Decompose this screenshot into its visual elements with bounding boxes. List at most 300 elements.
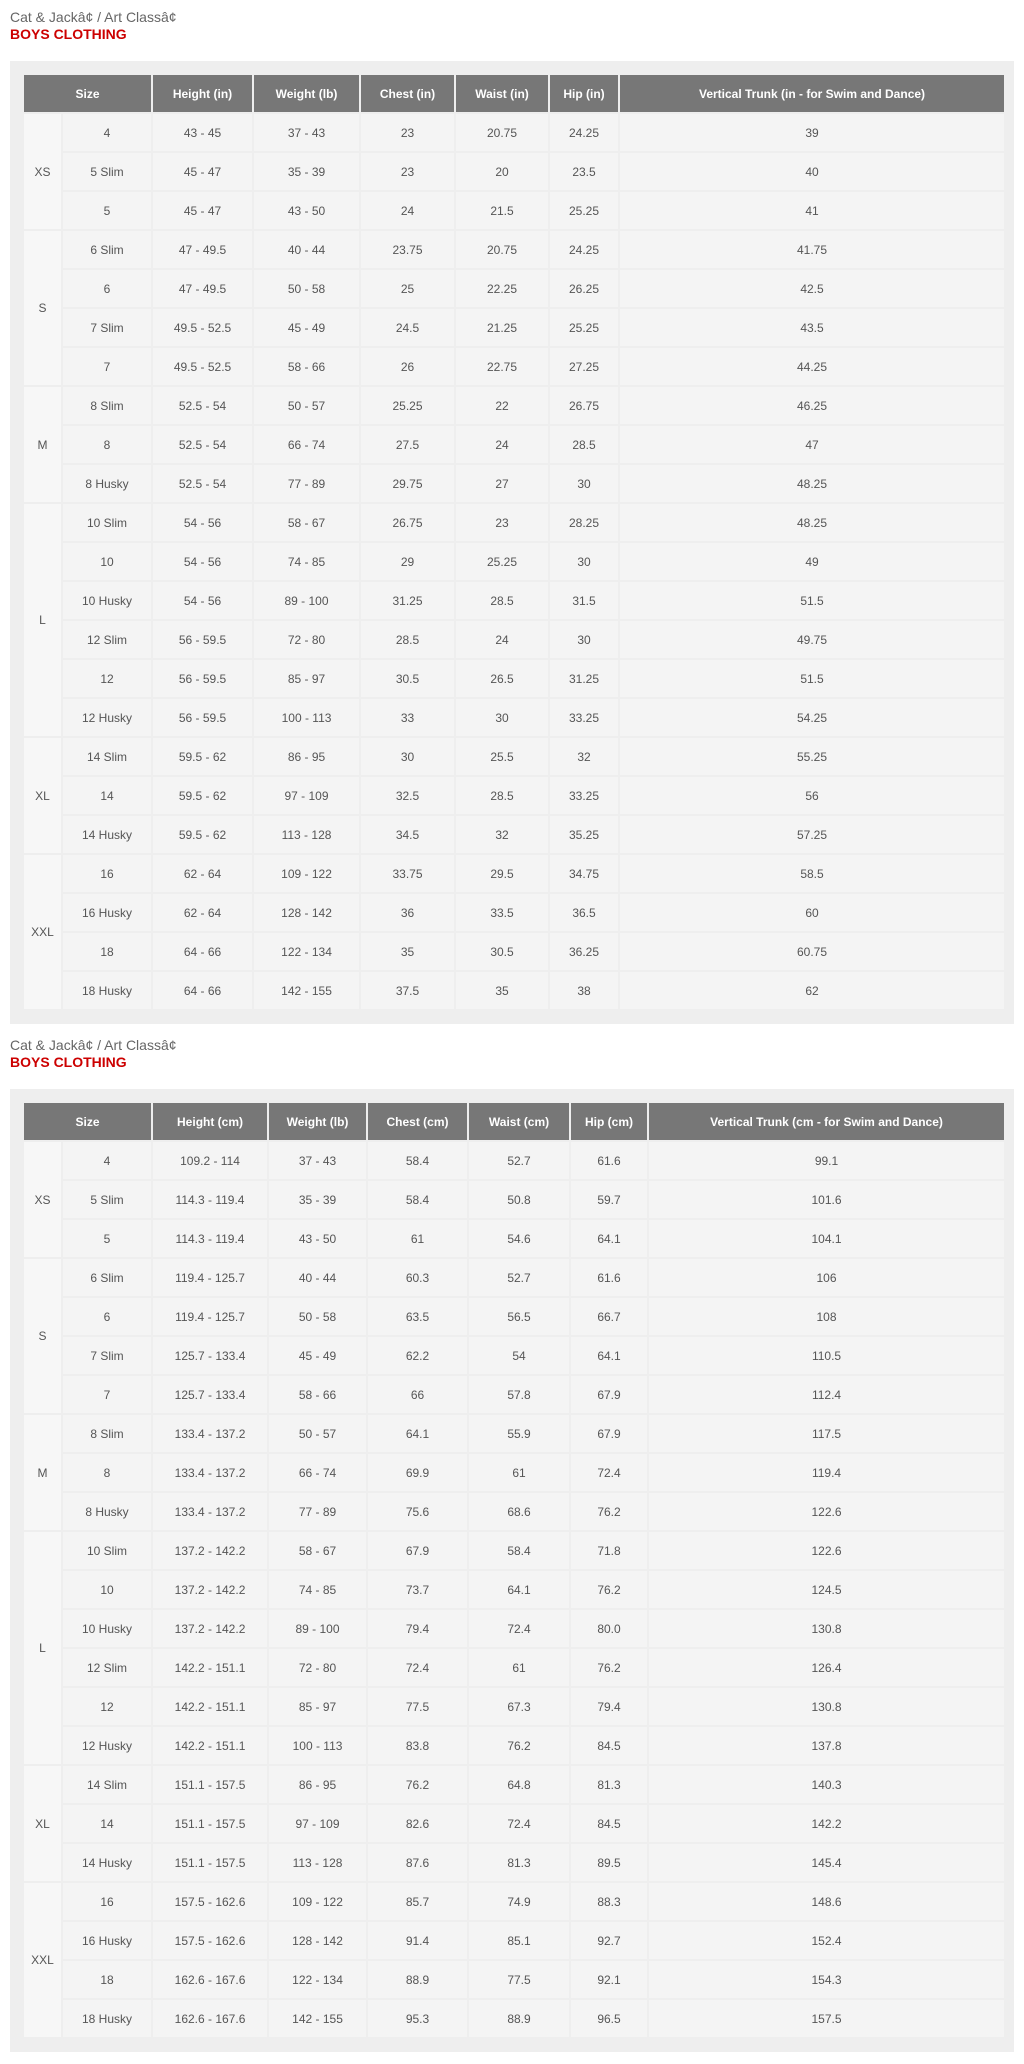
table-row (23, 1609, 1005, 1648)
table-cell: 64 - 66 (152, 971, 253, 1010)
table-cell: 36.25 (549, 932, 619, 971)
table-cell: 58.4 (468, 1531, 570, 1570)
table-cell: 112.4 (648, 1375, 1005, 1414)
table-cell: 28.5 (455, 581, 549, 620)
table-cell: 28.5 (360, 620, 455, 659)
table-cell: 66 - 74 (268, 1453, 367, 1492)
table-cell: 79.4 (367, 1609, 468, 1648)
table-cell: 12 Husky (62, 698, 152, 737)
table-cell: 14 Slim (62, 737, 152, 776)
table-cell: 30.5 (455, 932, 549, 971)
table-cell: 25.25 (549, 191, 619, 230)
table-cell: 59.5 - 62 (152, 815, 253, 854)
table-cell: 35 (360, 932, 455, 971)
table-cell: 29.75 (360, 464, 455, 503)
table-cell: 22.25 (455, 269, 549, 308)
table-cell: 128 - 142 (268, 1921, 367, 1960)
table-cell: 151.1 - 157.5 (152, 1804, 268, 1843)
table-cell: 97 - 109 (253, 776, 360, 815)
column-header: Waist (in) (455, 74, 549, 113)
table-cell: 30 (549, 464, 619, 503)
table-cell: 47 (619, 425, 1005, 464)
table-row (23, 1531, 1005, 1570)
table-cell: 62 - 64 (152, 854, 253, 893)
table-row (23, 932, 1005, 971)
table-cell: 109 - 122 (253, 854, 360, 893)
size-table-panel (10, 61, 1014, 1024)
table-cell: 55.25 (619, 737, 1005, 776)
table-row (23, 815, 1005, 854)
table-cell: 84.5 (570, 1726, 648, 1765)
table-cell: 14 Slim (62, 1765, 152, 1804)
table-row (23, 1492, 1005, 1531)
table-cell: 50 - 57 (268, 1414, 367, 1453)
table-cell: 58 - 67 (268, 1531, 367, 1570)
table-cell: 29 (360, 542, 455, 581)
table-cell: 157.5 - 162.6 (152, 1882, 268, 1921)
table-cell: 26 (360, 347, 455, 386)
table-row (23, 1804, 1005, 1843)
table-cell: 83.8 (367, 1726, 468, 1765)
table-cell: 20.75 (455, 113, 549, 152)
section-heading: BOYS CLOTHING (10, 26, 127, 42)
table-cell: 75.6 (367, 1492, 468, 1531)
table-cell: 122.6 (648, 1531, 1005, 1570)
table-cell: 96.5 (570, 1999, 648, 2038)
brand-breadcrumb: Cat & Jackâ¢ / Art Classâ¢ (10, 9, 177, 25)
column-header: Height (cm) (152, 1102, 268, 1141)
table-cell: 142.2 - 151.1 (152, 1726, 268, 1765)
table-cell: 56 (619, 776, 1005, 815)
table-cell: 23 (455, 503, 549, 542)
table-cell: 88.3 (570, 1882, 648, 1921)
table-cell: 12 Husky (62, 1726, 152, 1765)
table-cell: 30 (455, 698, 549, 737)
table-cell: 30 (549, 620, 619, 659)
table-cell: 62 (619, 971, 1005, 1010)
size-group-label: M (23, 386, 62, 503)
table-cell: 76.2 (570, 1492, 648, 1531)
table-row (23, 191, 1005, 230)
table-cell: 130.8 (648, 1609, 1005, 1648)
table-cell: 109.2 - 114 (152, 1141, 268, 1180)
table-row (23, 1570, 1005, 1609)
table-header-row (23, 1102, 1005, 1141)
table-cell: 33 (360, 698, 455, 737)
table-cell: 67.9 (570, 1375, 648, 1414)
table-cell: 57.25 (619, 815, 1005, 854)
table-row (23, 1219, 1005, 1258)
table-cell: 119.4 - 125.7 (152, 1297, 268, 1336)
table-cell: 6 Slim (62, 230, 152, 269)
table-cell: 100 - 113 (268, 1726, 367, 1765)
table-cell: 56 - 59.5 (152, 698, 253, 737)
table-cell: 8 Husky (62, 464, 152, 503)
table-cell: 33.25 (549, 698, 619, 737)
table-cell: 79.4 (570, 1687, 648, 1726)
table-cell: 119.4 - 125.7 (152, 1258, 268, 1297)
table-cell: 6 (62, 269, 152, 308)
table-row (23, 1843, 1005, 1882)
table-cell: 61 (468, 1648, 570, 1687)
table-cell: 58.5 (619, 854, 1005, 893)
table-cell: 82.6 (367, 1804, 468, 1843)
table-cell: 77.5 (367, 1687, 468, 1726)
table-cell: 125.7 - 133.4 (152, 1336, 268, 1375)
table-cell: 20 (455, 152, 549, 191)
table-cell: 8 Slim (62, 386, 152, 425)
table-cell: 16 Husky (62, 1921, 152, 1960)
table-cell: 32.5 (360, 776, 455, 815)
table-row (23, 1336, 1005, 1375)
table-row (23, 386, 1005, 425)
table-cell: 137.8 (648, 1726, 1005, 1765)
table-cell: 162.6 - 167.6 (152, 1999, 268, 2038)
table-cell: 25.25 (549, 308, 619, 347)
table-cell: 30.5 (360, 659, 455, 698)
column-header: Weight (lb) (268, 1102, 367, 1141)
table-cell: 27 (455, 464, 549, 503)
table-cell: 35 - 39 (268, 1180, 367, 1219)
table-cell: 18 (62, 1960, 152, 1999)
table-cell: 64.1 (468, 1570, 570, 1609)
size-group-label: XS (23, 1141, 62, 1258)
table-cell: 14 (62, 776, 152, 815)
table-cell: 24.5 (360, 308, 455, 347)
table-cell: 43 - 45 (152, 113, 253, 152)
table-cell: 26.75 (360, 503, 455, 542)
table-cell: 24.25 (549, 230, 619, 269)
table-row (23, 308, 1005, 347)
table-cell: 6 Slim (62, 1258, 152, 1297)
table-cell: 74 - 85 (253, 542, 360, 581)
table-cell: 55.9 (468, 1414, 570, 1453)
table-cell: 76.2 (468, 1726, 570, 1765)
table-cell: 37.5 (360, 971, 455, 1010)
table-cell: 151.1 - 157.5 (152, 1843, 268, 1882)
table-cell: 48.25 (619, 503, 1005, 542)
table-cell: 63.5 (367, 1297, 468, 1336)
table-row (23, 230, 1005, 269)
table-cell: 47 - 49.5 (152, 269, 253, 308)
table-row (23, 659, 1005, 698)
column-header: Hip (cm) (570, 1102, 648, 1141)
table-cell: 69.9 (367, 1453, 468, 1492)
table-cell: 26.5 (455, 659, 549, 698)
table-cell: 24.25 (549, 113, 619, 152)
table-cell: 22 (455, 386, 549, 425)
column-header: Size (23, 74, 152, 113)
table-row (23, 854, 1005, 893)
table-cell: 12 Slim (62, 620, 152, 659)
table-cell: 10 Slim (62, 1531, 152, 1570)
table-cell: 10 (62, 1570, 152, 1609)
size-table (22, 73, 1006, 1011)
table-cell: 12 Slim (62, 1648, 152, 1687)
size-group-label: S (23, 1258, 62, 1414)
table-row (23, 1180, 1005, 1219)
table-cell: 18 Husky (62, 1999, 152, 2038)
table-cell: 64.1 (367, 1414, 468, 1453)
table-cell: 14 Husky (62, 1843, 152, 1882)
table-row (23, 971, 1005, 1010)
table-cell: 39 (619, 113, 1005, 152)
table-cell: 23.75 (360, 230, 455, 269)
column-header: Size (23, 1102, 152, 1141)
table-cell: 54.6 (468, 1219, 570, 1258)
table-cell: 23 (360, 113, 455, 152)
table-cell: 27.25 (549, 347, 619, 386)
table-cell: 12 (62, 1687, 152, 1726)
table-cell: 62 - 64 (152, 893, 253, 932)
table-cell: 92.1 (570, 1960, 648, 1999)
table-cell: 67.3 (468, 1687, 570, 1726)
table-cell: 133.4 - 137.2 (152, 1453, 268, 1492)
table-cell: 21.5 (455, 191, 549, 230)
table-cell: 101.6 (648, 1180, 1005, 1219)
table-cell: 58 - 66 (253, 347, 360, 386)
table-row (23, 503, 1005, 542)
table-cell: 54.25 (619, 698, 1005, 737)
table-cell: 128 - 142 (253, 893, 360, 932)
table-cell: 124.5 (648, 1570, 1005, 1609)
table-cell: 40 - 44 (253, 230, 360, 269)
table-cell: 73.7 (367, 1570, 468, 1609)
table-cell: 31.25 (360, 581, 455, 620)
table-cell: 64 - 66 (152, 932, 253, 971)
table-cell: 72 - 80 (268, 1648, 367, 1687)
table-cell: 61 (367, 1219, 468, 1258)
table-cell: 32 (455, 815, 549, 854)
table-cell: 25 (360, 269, 455, 308)
table-cell: 157.5 - 162.6 (152, 1921, 268, 1960)
table-cell: 50 - 58 (253, 269, 360, 308)
table-cell: 52.5 - 54 (152, 464, 253, 503)
size-group-label: XL (23, 737, 62, 854)
table-cell: 97 - 109 (268, 1804, 367, 1843)
table-cell: 85 - 97 (253, 659, 360, 698)
table-cell: 51.5 (619, 659, 1005, 698)
table-cell: 68.6 (468, 1492, 570, 1531)
table-cell: 60.3 (367, 1258, 468, 1297)
table-cell: 5 (62, 1219, 152, 1258)
table-row (23, 581, 1005, 620)
table-row (23, 1726, 1005, 1765)
table-cell: 4 (62, 1141, 152, 1180)
table-cell: 6 (62, 1297, 152, 1336)
table-cell: 59.5 - 62 (152, 737, 253, 776)
table-row (23, 113, 1005, 152)
table-cell: 45 - 47 (152, 152, 253, 191)
table-cell: 7 Slim (62, 308, 152, 347)
table-cell: 72.4 (367, 1648, 468, 1687)
table-cell: 113 - 128 (253, 815, 360, 854)
table-cell: 12 (62, 659, 152, 698)
table-cell: 50 - 58 (268, 1297, 367, 1336)
column-header: Height (in) (152, 74, 253, 113)
table-cell: 137.2 - 142.2 (152, 1609, 268, 1648)
table-cell: 89.5 (570, 1843, 648, 1882)
table-cell: 64.1 (570, 1219, 648, 1258)
table-row (23, 1921, 1005, 1960)
table-cell: 114.3 - 119.4 (152, 1219, 268, 1258)
table-cell: 85.7 (367, 1882, 468, 1921)
table-cell: 32 (549, 737, 619, 776)
table-cell: 157.5 (648, 1999, 1005, 2038)
table-row (23, 1375, 1005, 1414)
table-cell: 72.4 (570, 1453, 648, 1492)
table-cell: 51.5 (619, 581, 1005, 620)
table-cell: 28.5 (455, 776, 549, 815)
table-cell: 34.5 (360, 815, 455, 854)
table-cell: 152.4 (648, 1921, 1005, 1960)
table-cell: 35.25 (549, 815, 619, 854)
table-cell: 45 - 47 (152, 191, 253, 230)
table-cell: 33.5 (455, 893, 549, 932)
table-cell: 50 - 57 (253, 386, 360, 425)
table-cell: 16 (62, 854, 152, 893)
table-cell: 66 - 74 (253, 425, 360, 464)
table-cell: 122 - 134 (253, 932, 360, 971)
table-cell: 74 - 85 (268, 1570, 367, 1609)
table-cell: 106 (648, 1258, 1005, 1297)
column-header: Chest (in) (360, 74, 455, 113)
table-cell: 10 Slim (62, 503, 152, 542)
table-cell: 60 (619, 893, 1005, 932)
table-cell: 36.5 (549, 893, 619, 932)
table-cell: 81.3 (468, 1843, 570, 1882)
column-header: Vertical Trunk (in - for Swim and Dance) (619, 74, 1005, 113)
table-cell: 58 - 66 (268, 1375, 367, 1414)
table-cell: 5 Slim (62, 152, 152, 191)
table-cell: 36 (360, 893, 455, 932)
table-cell: 56.5 (468, 1297, 570, 1336)
table-cell: 64.1 (570, 1336, 648, 1375)
table-cell: 133.4 - 137.2 (152, 1414, 268, 1453)
table-cell: 33.75 (360, 854, 455, 893)
table-cell: 16 Husky (62, 893, 152, 932)
table-cell: 40 (619, 152, 1005, 191)
table-row (23, 1687, 1005, 1726)
table-cell: 142.2 (648, 1804, 1005, 1843)
table-cell: 57.8 (468, 1375, 570, 1414)
table-cell: 37 - 43 (253, 113, 360, 152)
table-cell: 87.6 (367, 1843, 468, 1882)
table-row (23, 698, 1005, 737)
table-cell: 20.75 (455, 230, 549, 269)
size-group-label: XXL (23, 1882, 62, 2038)
column-header: Hip (in) (549, 74, 619, 113)
table-cell: 43.5 (619, 308, 1005, 347)
table-cell: 41.75 (619, 230, 1005, 269)
table-cell: 24 (455, 425, 549, 464)
table-cell: 52.7 (468, 1258, 570, 1297)
table-cell: 43 - 50 (268, 1219, 367, 1258)
table-cell: 72.4 (468, 1609, 570, 1648)
table-cell: 64.8 (468, 1765, 570, 1804)
table-cell: 35 (455, 971, 549, 1010)
table-cell: 95.3 (367, 1999, 468, 2038)
table-cell: 66 (367, 1375, 468, 1414)
table-cell: 72 - 80 (253, 620, 360, 659)
table-cell: 58.4 (367, 1141, 468, 1180)
table-cell: 24 (360, 191, 455, 230)
table-cell: 10 (62, 542, 152, 581)
table-cell: 50.8 (468, 1180, 570, 1219)
table-cell: 47 - 49.5 (152, 230, 253, 269)
table-cell: 4 (62, 113, 152, 152)
table-row (23, 425, 1005, 464)
table-cell: 72.4 (468, 1804, 570, 1843)
table-cell: 74.9 (468, 1882, 570, 1921)
table-cell: 8 (62, 425, 152, 464)
table-cell: 122.6 (648, 1492, 1005, 1531)
table-cell: 54 - 56 (152, 542, 253, 581)
size-group-label: XL (23, 1765, 62, 1882)
table-cell: 14 Husky (62, 815, 152, 854)
table-cell: 59.5 - 62 (152, 776, 253, 815)
table-cell: 85 - 97 (268, 1687, 367, 1726)
table-cell: 52.5 - 54 (152, 425, 253, 464)
table-cell: 77.5 (468, 1960, 570, 1999)
table-cell: 119.4 (648, 1453, 1005, 1492)
table-cell: 28.5 (549, 425, 619, 464)
table-cell: 67.9 (570, 1414, 648, 1453)
table-cell: 66.7 (570, 1297, 648, 1336)
table-cell: 29.5 (455, 854, 549, 893)
table-cell: 89 - 100 (268, 1609, 367, 1648)
table-row (23, 542, 1005, 581)
table-cell: 114.3 - 119.4 (152, 1180, 268, 1219)
table-cell: 52.7 (468, 1141, 570, 1180)
table-cell: 162.6 - 167.6 (152, 1960, 268, 1999)
column-header: Chest (cm) (367, 1102, 468, 1141)
table-cell: 43 - 50 (253, 191, 360, 230)
brand-breadcrumb: Cat & Jackâ¢ / Art Classâ¢ (10, 1037, 177, 1053)
table-row (23, 1453, 1005, 1492)
table-cell: 25.25 (455, 542, 549, 581)
column-header: Weight (lb) (253, 74, 360, 113)
table-cell: 46.25 (619, 386, 1005, 425)
table-cell: 76.2 (570, 1648, 648, 1687)
table-row (23, 893, 1005, 932)
table-cell: 34.75 (549, 854, 619, 893)
table-cell: 38 (549, 971, 619, 1010)
table-cell: 142.2 - 151.1 (152, 1648, 268, 1687)
table-cell: 37 - 43 (268, 1141, 367, 1180)
table-cell: 33.25 (549, 776, 619, 815)
table-cell: 137.2 - 142.2 (152, 1531, 268, 1570)
table-cell: 21.25 (455, 308, 549, 347)
table-cell: 52.5 - 54 (152, 386, 253, 425)
table-cell: 145.4 (648, 1843, 1005, 1882)
table-row (23, 776, 1005, 815)
table-cell: 109 - 122 (268, 1882, 367, 1921)
section-heading: BOYS CLOTHING (10, 1054, 127, 1070)
table-cell: 130.8 (648, 1687, 1005, 1726)
table-row (23, 737, 1005, 776)
table-cell: 67.9 (367, 1531, 468, 1570)
table-row (23, 1999, 1005, 2038)
table-cell: 54 - 56 (152, 581, 253, 620)
table-cell: 45 - 49 (253, 308, 360, 347)
table-cell: 8 Slim (62, 1414, 152, 1453)
table-cell: 5 (62, 191, 152, 230)
table-row (23, 1960, 1005, 1999)
table-cell: 113 - 128 (268, 1843, 367, 1882)
table-cell: 10 Husky (62, 581, 152, 620)
table-cell: 56 - 59.5 (152, 659, 253, 698)
